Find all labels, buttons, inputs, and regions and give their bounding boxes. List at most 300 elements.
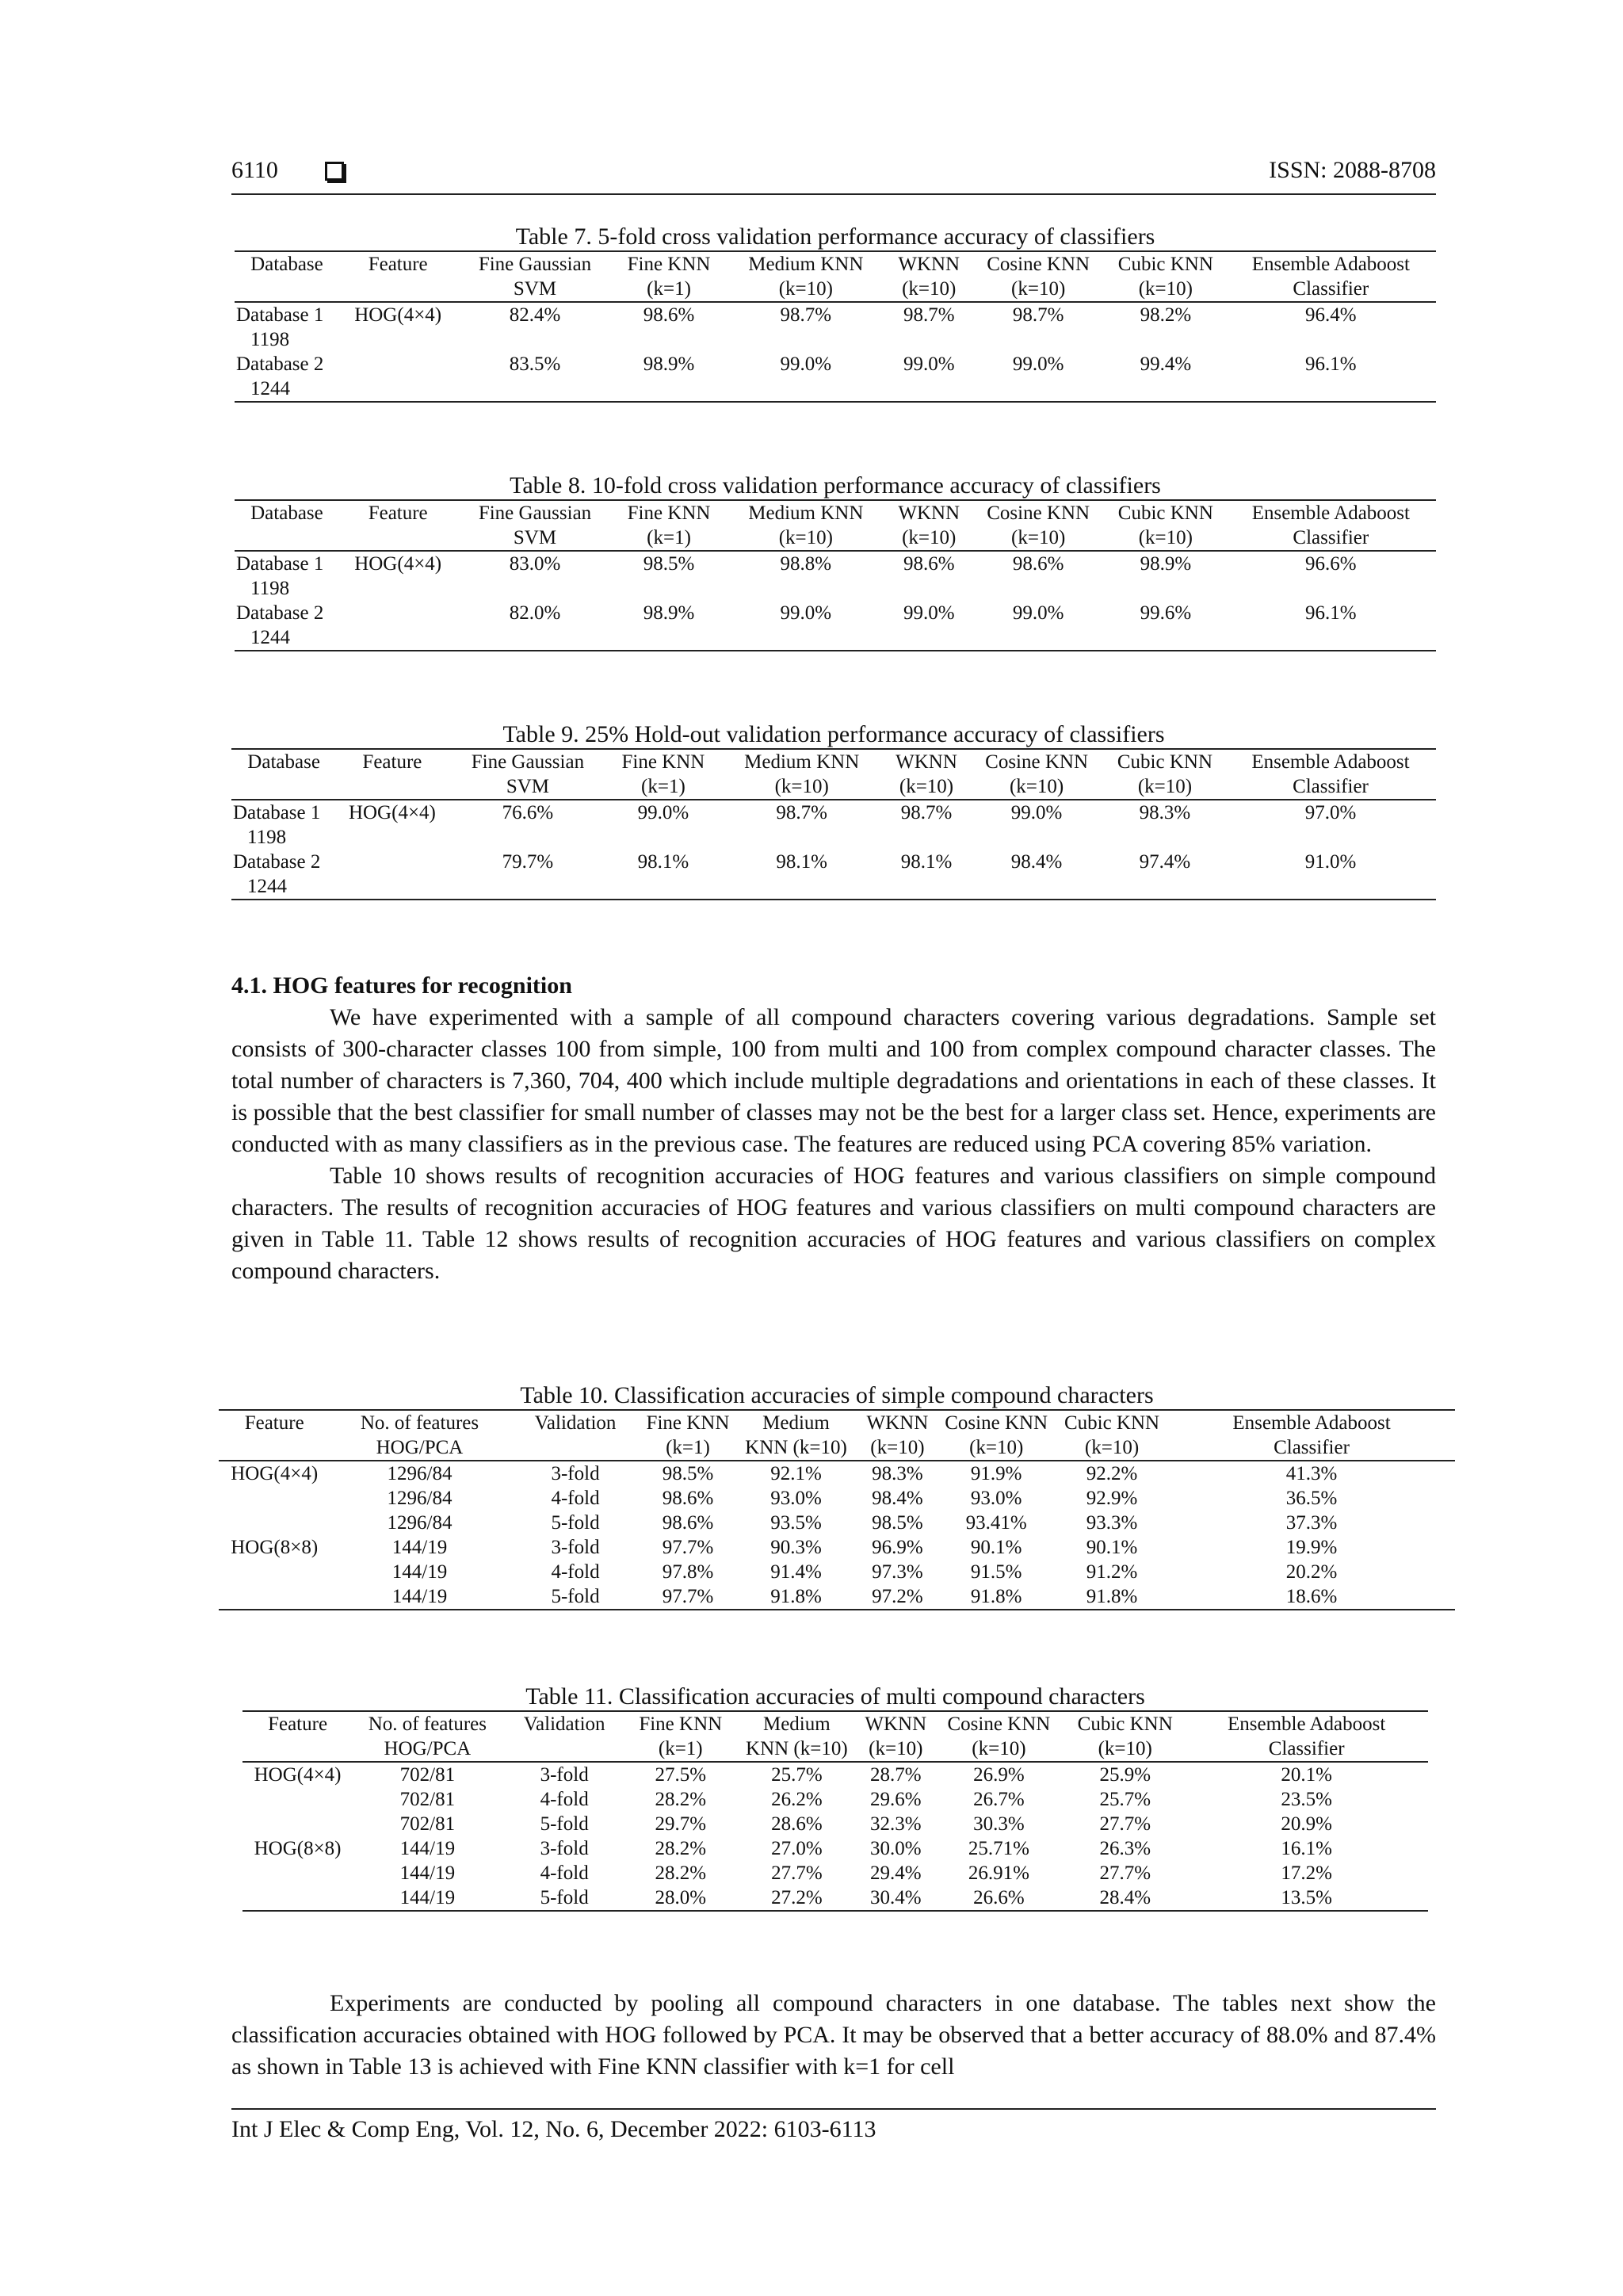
table-cell [1065, 1812, 1185, 1836]
table-cell [607, 850, 719, 900]
table-row [242, 1861, 1428, 1885]
table-cell [1065, 1787, 1185, 1812]
column-header: Cubic KNN [1065, 1711, 1185, 1736]
table-cell [336, 850, 448, 900]
table-cell [1226, 352, 1436, 402]
cell-text: 92.1% [770, 1463, 822, 1484]
table-cell [641, 1486, 734, 1511]
cell-text: 99.0% [780, 602, 832, 624]
table-row [231, 800, 1436, 850]
table-8-block [235, 472, 1436, 651]
journal-citation: Int J Elec & Comp Eng, Vol. 12, No. 6, December 2022: 6103-6113 [231, 2116, 876, 2142]
table-cell [937, 1461, 1056, 1486]
cell-text: 19.9% [1285, 1537, 1338, 1558]
cell-text: 97.4% [1139, 851, 1191, 873]
cell-text: 83.0% [509, 553, 561, 575]
cell-text [244, 1885, 351, 1910]
cell-text: 91.8% [1086, 1586, 1138, 1607]
header-row [235, 525, 1436, 551]
column-header: Ensemble Adaboost [1185, 1711, 1428, 1736]
table-cell [734, 1486, 857, 1511]
table-cell [859, 1836, 933, 1861]
header-row [235, 277, 1436, 302]
table-cell [219, 1461, 330, 1486]
table-cell [857, 1461, 937, 1486]
table-cell [502, 1762, 627, 1787]
cell-text: Database 2 [236, 602, 324, 624]
cell-text: HOG(4×4) [348, 802, 436, 823]
cell-text: 18.6% [1285, 1586, 1338, 1607]
table-cell [235, 601, 339, 651]
column-header: Ensemble Adaboost [1226, 500, 1436, 525]
cell-text: 144/19 [399, 1838, 456, 1859]
header-row [235, 251, 1436, 277]
table-cell [937, 1535, 1056, 1560]
table-cell [242, 1787, 353, 1812]
table-cell [887, 352, 971, 402]
column-header: (k=10) [968, 774, 1105, 800]
cell-text: Database 1 [236, 304, 324, 326]
table-cell [235, 352, 339, 402]
cell-text: 1296/84 [387, 1512, 453, 1534]
table-cell [859, 1787, 933, 1812]
table-cell [502, 1812, 627, 1836]
table-cell [968, 850, 1105, 900]
column-header: WKNN [887, 251, 971, 277]
table-cell [1056, 1486, 1168, 1511]
column-header: Cubic KNN [1106, 251, 1226, 277]
cell-text: 28.4% [1099, 1887, 1151, 1908]
table-cell [456, 352, 613, 402]
cell-text: 5-fold [540, 1813, 589, 1835]
table-cell [641, 1584, 734, 1610]
cell-text: 92.9% [1086, 1488, 1138, 1509]
column-header: WKNN [859, 1711, 933, 1736]
table-cell [887, 601, 971, 651]
table-cell [857, 1584, 937, 1610]
table-cell [720, 800, 884, 850]
column-header: (k=10) [937, 1435, 1056, 1461]
column-header: Fine KNN [641, 1410, 734, 1435]
table-cell [1168, 1560, 1455, 1584]
table-cell [353, 1861, 502, 1885]
table-cell [937, 1486, 1056, 1511]
column-header: (k=10) [887, 277, 971, 302]
table-cell [641, 1535, 734, 1560]
cell-text: 98.5% [872, 1512, 923, 1534]
cell-text: 25.9% [1099, 1764, 1151, 1786]
table-10-caption: Table 10. Classification accuracies of simple compound characters [520, 1382, 1154, 1408]
column-header: (k=10) [1056, 1435, 1168, 1461]
cell-text: HOG(4×4) [354, 553, 442, 575]
column-header: Cubic KNN [1105, 749, 1225, 774]
table-11-caption: Table 11. Classification accuracies of multi compound characters [525, 1683, 1145, 1710]
cell-text: 702/81 [399, 1813, 456, 1835]
column-header: (k=10) [725, 525, 888, 551]
cell-text: 13.5% [1281, 1887, 1332, 1908]
cell-text: 30.4% [869, 1887, 922, 1908]
table-cell [330, 1584, 509, 1610]
cell-text: 99.0% [1010, 802, 1063, 823]
cell-text: Database 2 [236, 353, 324, 375]
table-cell [235, 302, 339, 352]
table-cell [735, 1762, 859, 1787]
column-header: Cosine KNN [971, 251, 1106, 277]
cell-text: 23.5% [1281, 1789, 1332, 1810]
cell-text: 93.3% [1086, 1512, 1138, 1534]
column-header: WKNN [887, 500, 971, 525]
table-cell [627, 1812, 735, 1836]
table-cell [456, 601, 613, 651]
table-cell [735, 1812, 859, 1836]
table-cell [933, 1836, 1066, 1861]
column-header: (k=10) [971, 525, 1106, 551]
page-header [231, 155, 1436, 195]
table-cell [1185, 1812, 1428, 1836]
column-header: (k=10) [857, 1435, 937, 1461]
cell-text: 5-fold [551, 1512, 600, 1534]
cell-text: 98.6% [643, 304, 695, 326]
cell-text: 30.3% [973, 1813, 1025, 1835]
table-cell [884, 800, 968, 850]
table-cell [330, 1511, 509, 1535]
cell-text: 98.5% [662, 1463, 714, 1484]
table-cell [449, 850, 608, 900]
cell-text [220, 1486, 328, 1511]
table-cell [857, 1486, 937, 1511]
cell-text [341, 601, 456, 625]
cell-text: 26.9% [973, 1764, 1025, 1786]
cell-text: 29.6% [869, 1789, 922, 1810]
table-cell [1105, 800, 1225, 850]
table-cell [510, 1461, 642, 1486]
table-cell [933, 1812, 1066, 1836]
column-header: Medium KNN [725, 251, 888, 277]
cell-text: 98.6% [903, 553, 955, 575]
cell-text: 1198 [250, 329, 290, 350]
cell-text: 3-fold [551, 1463, 600, 1484]
cell-text: 90.1% [1086, 1537, 1138, 1558]
column-header: (k=10) [720, 774, 884, 800]
cell-text: 3-fold [540, 1764, 589, 1786]
column-header [235, 277, 339, 302]
table-cell [613, 352, 725, 402]
column-header: Medium KNN [720, 749, 884, 774]
column-header: (k=10) [725, 277, 888, 302]
table-cell [1106, 302, 1226, 352]
table-row [219, 1584, 1455, 1610]
table-cell [734, 1511, 857, 1535]
table-cell [627, 1885, 735, 1911]
table-cell [353, 1836, 502, 1861]
cell-text: 99.4% [1140, 353, 1192, 375]
cell-text: 99.0% [1012, 353, 1064, 375]
table-cell [937, 1511, 1056, 1535]
table-cell [502, 1787, 627, 1812]
cell-text: 98.6% [662, 1488, 714, 1509]
cell-text: 98.2% [1140, 304, 1192, 326]
cell-text: 27.7% [1099, 1813, 1151, 1835]
table-row [242, 1812, 1428, 1836]
cell-text: 98.7% [776, 802, 827, 823]
table-cell [937, 1584, 1056, 1610]
table-cell [971, 302, 1106, 352]
column-header: Fine KNN [627, 1711, 735, 1736]
cell-text: 1244 [247, 876, 287, 897]
cell-text: 27.5% [655, 1764, 707, 1786]
cell-text: 98.1% [637, 851, 689, 873]
table-cell [502, 1885, 627, 1911]
column-header: Cosine KNN [968, 749, 1105, 774]
cell-text: 91.2% [1086, 1561, 1138, 1583]
table-cell [933, 1762, 1066, 1787]
cell-text: 91.9% [970, 1463, 1022, 1484]
table-cell [734, 1584, 857, 1610]
cell-text: 25.7% [771, 1764, 823, 1786]
column-header: Feature [339, 500, 457, 525]
column-header: (k=10) [1065, 1736, 1185, 1762]
cell-text: 93.5% [770, 1512, 822, 1534]
table-cell [1185, 1762, 1428, 1787]
table-11 [242, 1710, 1428, 1912]
cell-text: 20.9% [1281, 1813, 1332, 1835]
cell-text [244, 1861, 351, 1885]
table-9 [231, 748, 1436, 900]
table-cell [859, 1762, 933, 1787]
table-cell [857, 1560, 937, 1584]
cell-text [341, 352, 456, 376]
page-footer [231, 2108, 1436, 2143]
table-9-caption: Table 9. 25% Hold-out validation performance accuracy of classifiers [502, 721, 1165, 747]
header-row [242, 1736, 1428, 1762]
table-cell [627, 1762, 735, 1787]
cell-text: 32.3% [869, 1813, 922, 1835]
cell-text: 96.1% [1305, 602, 1357, 624]
column-header: Ensemble Adaboost [1225, 749, 1436, 774]
cell-text: 92.2% [1086, 1463, 1138, 1484]
table-cell [219, 1560, 330, 1584]
column-header: SVM [449, 774, 608, 800]
column-header: Classifier [1226, 525, 1436, 551]
table-cell [339, 352, 457, 402]
cell-text: 99.0% [903, 602, 955, 624]
cell-text: 83.5% [509, 353, 561, 375]
cell-text: 79.7% [502, 851, 554, 873]
table-cell [933, 1861, 1066, 1885]
column-header: Cosine KNN [933, 1711, 1066, 1736]
cell-text: 97.8% [662, 1561, 714, 1583]
table-cell [887, 551, 971, 601]
cell-text: 28.2% [655, 1838, 707, 1859]
table-8 [235, 499, 1436, 651]
table-row [242, 1787, 1428, 1812]
table-cell [725, 601, 888, 651]
table-row [242, 1762, 1428, 1787]
cell-text: 41.3% [1285, 1463, 1338, 1484]
cell-text: 99.6% [1140, 602, 1192, 624]
column-header: Classifier [1185, 1736, 1428, 1762]
cell-text: Database 2 [233, 851, 321, 873]
table-cell [1056, 1560, 1168, 1584]
table-row [219, 1560, 1455, 1584]
cell-text: Database 1 [236, 553, 324, 575]
column-header: Classifier [1226, 277, 1436, 302]
column-header: Fine Gaussian [456, 251, 613, 277]
column-header: Fine KNN [613, 251, 725, 277]
cell-text: 91.8% [970, 1586, 1022, 1607]
column-header: (k=10) [884, 774, 968, 800]
column-header: Validation [510, 1410, 642, 1435]
table-cell [242, 1836, 353, 1861]
table-cell [859, 1885, 933, 1911]
cell-text [244, 1812, 351, 1836]
table-cell [971, 551, 1106, 601]
table-cell [1065, 1885, 1185, 1911]
column-header: (k=10) [1106, 525, 1226, 551]
cell-text: 96.9% [872, 1537, 923, 1558]
column-header [235, 525, 339, 551]
cell-text: 27.2% [771, 1887, 823, 1908]
cell-text: 98.1% [776, 851, 827, 873]
table-cell [339, 302, 457, 352]
paragraph-1: We have experimented with a sample of all compound characters covering various degradations. Sample set consists of 300-character classes 100 from simple, 100 from multi and 100 from complex compound character classes. The total number of characters is 7,360, 704, 400 which include multiple degradations and orientations in each of these classes. It is possible that the best classifier for small number of classes may not be the best for a larger class set. Hence, experiments are conducted with as many classifiers as in the previous case. The features are reduced using PCA covering 85% variation. [231, 1004, 1436, 1157]
column-header [242, 1736, 353, 1762]
cell-text: 26.6% [973, 1887, 1025, 1908]
cell-text: 28.2% [655, 1862, 707, 1884]
cell-text: 26.7% [973, 1789, 1025, 1810]
cell-text: 25.7% [1099, 1789, 1151, 1810]
cell-text: 27.7% [771, 1862, 823, 1884]
table-cell [330, 1560, 509, 1584]
cell-text: 144/19 [399, 1862, 456, 1884]
cell-text: 1244 [250, 378, 290, 399]
cell-text: 37.3% [1285, 1512, 1338, 1534]
column-header: Cosine KNN [937, 1410, 1056, 1435]
table-cell [242, 1812, 353, 1836]
table-row [235, 352, 1436, 402]
column-header: Medium [735, 1711, 859, 1736]
cell-text: HOG(4×4) [231, 1463, 319, 1484]
table-cell [330, 1535, 509, 1560]
column-header: (k=1) [607, 774, 719, 800]
table-cell [502, 1836, 627, 1861]
table-cell [613, 551, 725, 601]
column-header [510, 1435, 642, 1461]
table-9-block [231, 721, 1436, 900]
table-cell [231, 850, 336, 900]
cell-text [244, 1787, 351, 1812]
table-row [235, 551, 1436, 601]
cell-text: 26.91% [968, 1862, 1029, 1884]
section-4-1 [231, 970, 1436, 1287]
cell-text: 99.0% [780, 353, 832, 375]
cell-text: 96.6% [1305, 553, 1357, 575]
table-cell [1056, 1511, 1168, 1535]
table-cell [510, 1560, 642, 1584]
cell-text: 4-fold [540, 1789, 589, 1810]
table-cell [735, 1885, 859, 1911]
table-cell [510, 1535, 642, 1560]
column-header: Fine KNN [607, 749, 719, 774]
table-row [219, 1535, 1455, 1560]
column-header: KNN (k=10) [734, 1435, 857, 1461]
table-cell [725, 352, 888, 402]
column-header: HOG/PCA [353, 1736, 502, 1762]
table-cell [1185, 1787, 1428, 1812]
cell-text: 1198 [247, 827, 287, 848]
column-header [231, 774, 336, 800]
table-cell [725, 302, 888, 352]
table-10-block [219, 1382, 1455, 1610]
table-cell [859, 1861, 933, 1885]
cell-text: 3-fold [551, 1537, 600, 1558]
column-header: Database [231, 749, 336, 774]
table-cell [641, 1511, 734, 1535]
table-row [242, 1836, 1428, 1861]
table-cell [219, 1535, 330, 1560]
cell-text: 702/81 [399, 1764, 456, 1786]
table-row [242, 1885, 1428, 1911]
cell-text: 91.8% [770, 1586, 822, 1607]
cell-text: 98.4% [1010, 851, 1063, 873]
cell-text: 91.4% [770, 1561, 822, 1583]
table-cell [1105, 850, 1225, 900]
cell-text: 82.0% [509, 602, 561, 624]
column-header: Cubic KNN [1106, 500, 1226, 525]
column-header: (k=10) [887, 525, 971, 551]
table-cell [1065, 1861, 1185, 1885]
table-cell [330, 1461, 509, 1486]
cell-text: 98.3% [1139, 802, 1191, 823]
table-cell [449, 800, 608, 850]
column-header: Classifier [1225, 774, 1436, 800]
table-cell [1168, 1511, 1455, 1535]
cell-text: 26.2% [771, 1789, 823, 1810]
cell-text: 98.9% [643, 602, 695, 624]
table-cell [937, 1560, 1056, 1584]
header-row [231, 749, 1436, 774]
column-header: Cosine KNN [971, 500, 1106, 525]
column-header: Database [235, 251, 339, 277]
cell-text: 99.0% [1012, 602, 1064, 624]
table-cell [510, 1511, 642, 1535]
table-cell [968, 800, 1105, 850]
cell-text: 1296/84 [387, 1488, 453, 1509]
table-cell [1065, 1836, 1185, 1861]
table-cell [887, 302, 971, 352]
column-header: HOG/PCA [330, 1435, 509, 1461]
header-row [231, 774, 1436, 800]
cell-text: 28.0% [655, 1887, 707, 1908]
cell-text: 82.4% [509, 304, 561, 326]
cell-text: 25.71% [968, 1838, 1029, 1859]
table-cell [734, 1560, 857, 1584]
cell-text: 144/19 [391, 1537, 448, 1558]
cell-text: 17.2% [1281, 1862, 1332, 1884]
header-row [219, 1435, 1455, 1461]
cell-text: 28.7% [869, 1764, 922, 1786]
table-cell [1226, 601, 1436, 651]
cell-text: HOG(4×4) [354, 304, 442, 326]
column-header: Classifier [1168, 1435, 1455, 1461]
cell-text: 98.6% [1012, 553, 1064, 575]
cell-text: 97.3% [872, 1561, 923, 1583]
table-11-block [242, 1683, 1428, 1912]
cell-text: 28.2% [655, 1789, 707, 1810]
cell-text [220, 1584, 328, 1609]
cell-text: 1198 [250, 578, 290, 599]
page-number: 6110 [231, 157, 278, 183]
